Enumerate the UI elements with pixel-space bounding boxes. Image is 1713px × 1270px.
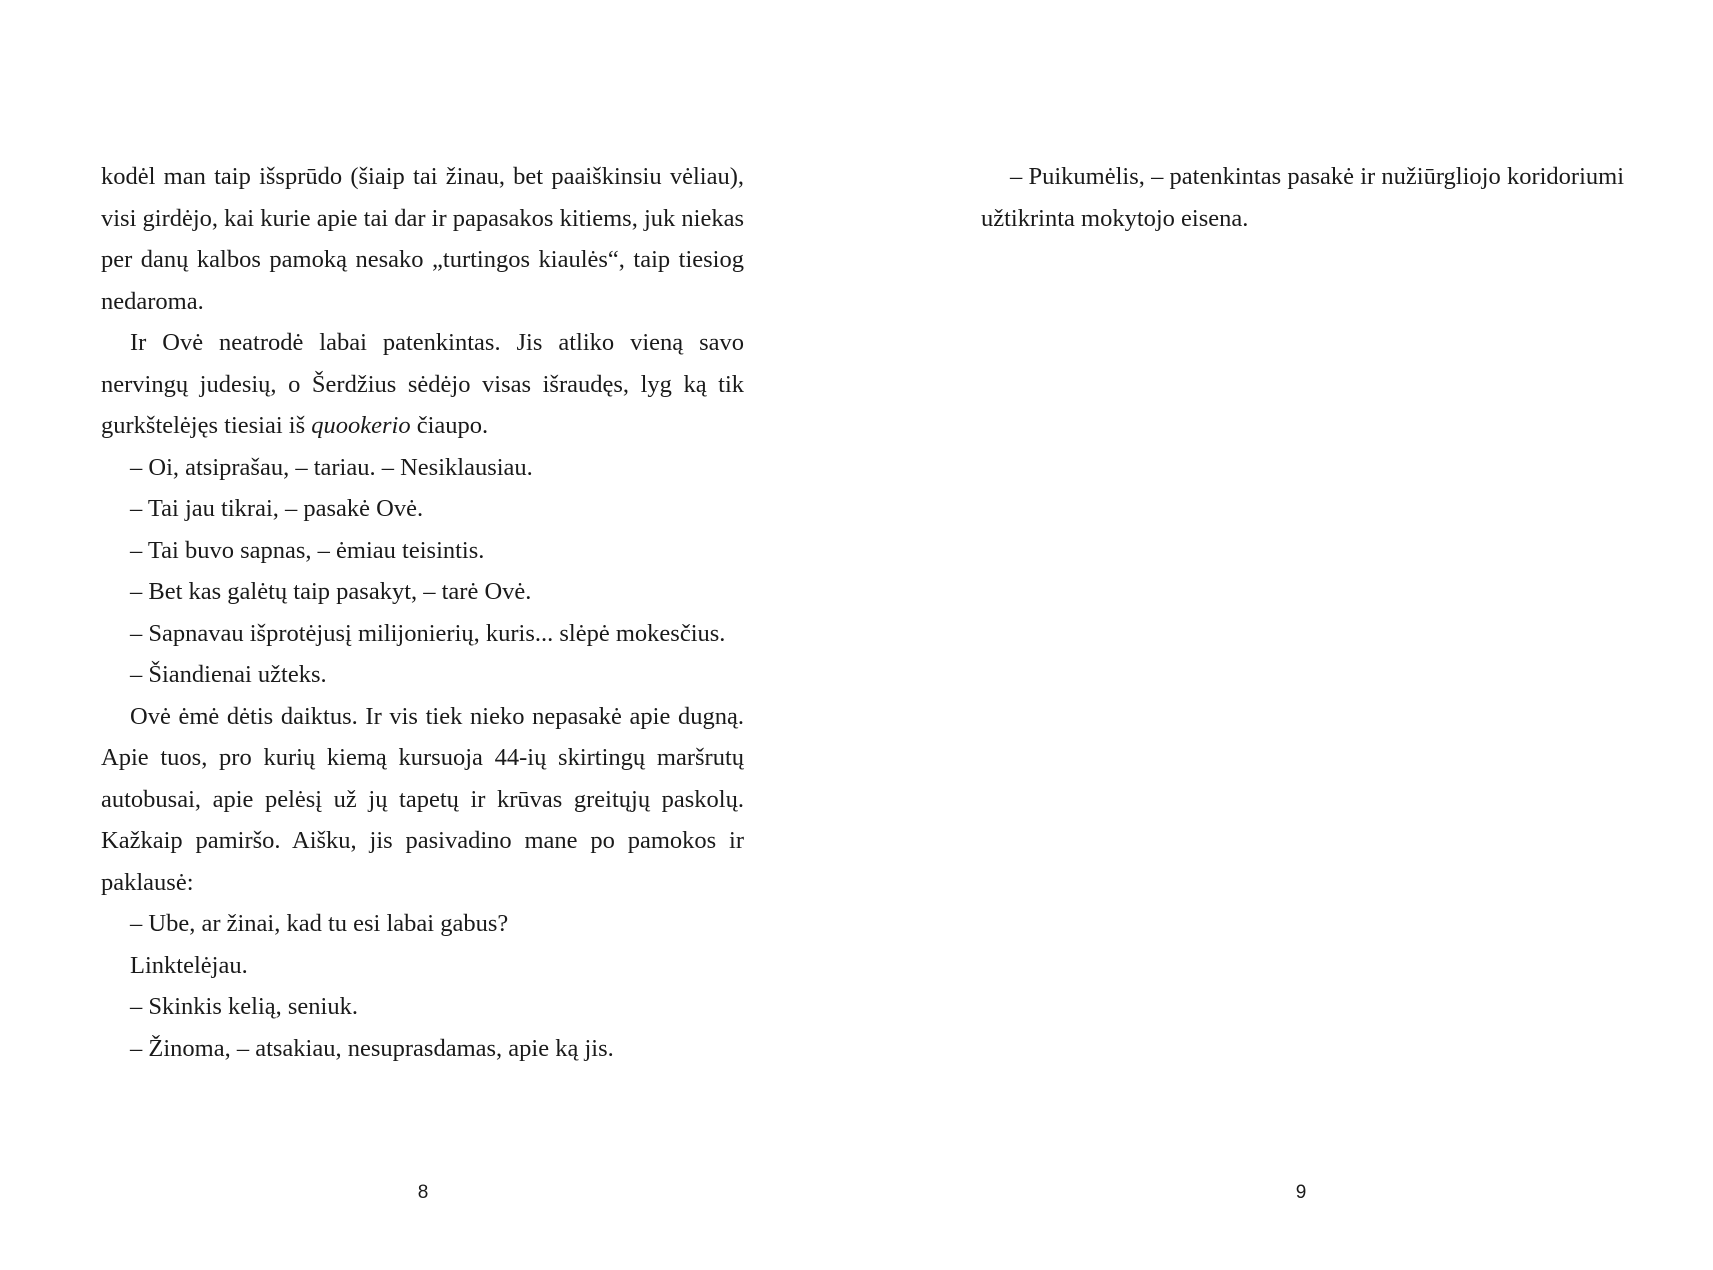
right-page-text [981, 156, 1624, 239]
paragraph: – Oi, atsiprašau, – tariau. – Nesiklausiau. [130, 453, 533, 481]
paragraph: – Bet kas galėtų taip pasakyt, – tarė Ovė. [130, 578, 532, 605]
page-number: 9 [1295, 1182, 1307, 1203]
italic-word: quookerio [311, 412, 411, 439]
paragraph-text: Ir Ovė neatrodė labai patenkintas. Jis atliko vieną savo nervingų judesių, o Šerdžius sėdėjo visas išraudęs, lyg ką tik gurkštelėjęs tiesiai iš [101, 329, 744, 439]
paragraph: – Skinkis kelią, seniuk. [130, 993, 358, 1020]
paragraph: – Šiandienai užteks. [130, 661, 327, 688]
paragraph [101, 322, 744, 447]
paragraph: – Tai jau tikrai, – pasakė Ovė. [130, 495, 424, 522]
left-page [0, 0, 856, 1270]
paragraph: – Puikumėlis, – patenkintas pasakė ir nužiūrgliojo koridoriumi užtikrinta mokytojo eisena. [981, 163, 1624, 232]
left-page-text [101, 156, 744, 1069]
paragraph: – Ube, ar žinai, kad tu esi labai gabus? [130, 910, 509, 937]
paragraph: Linktelėjau. [130, 951, 248, 979]
paragraph: – Žinoma, – atsakiau, nesuprasdamas, apie ką jis. [130, 1034, 614, 1062]
paragraph: Ovė ėmė dėtis daiktus. Ir vis tiek nieko nepasakė apie dugną. Apie tuos, pro kurių kiemą kursuoja 44-ių skirtingų maršrutų autobusai, apie pelėsį už jų tapetų ir krūvas greitųjų paskolų. Kažkaip pamiršo. Aišku, jis pasivadino mane po pamokos ir paklausė: [101, 702, 744, 896]
page-number: 8 [417, 1182, 429, 1203]
paragraph: – Sapnavau išprotėjusį milijonierių, kuris... slėpė mokesčius. [130, 619, 726, 647]
paragraph: kodėl man taip išsprūdo (šiaip tai žinau, bet paaiškinsiu vėliau), visi girdėjo, kai kurie apie tai dar ir papasakos kitiems, juk niekas per danų kalbos pamoką nesako „turtingos kiaulės“, taip tiesiog nedaroma. [101, 163, 744, 315]
paragraph-text-end: čiaupo. [410, 412, 489, 439]
right-page [856, 0, 1713, 1270]
paragraph: – Tai buvo sapnas, – ėmiau teisintis. [130, 536, 485, 564]
